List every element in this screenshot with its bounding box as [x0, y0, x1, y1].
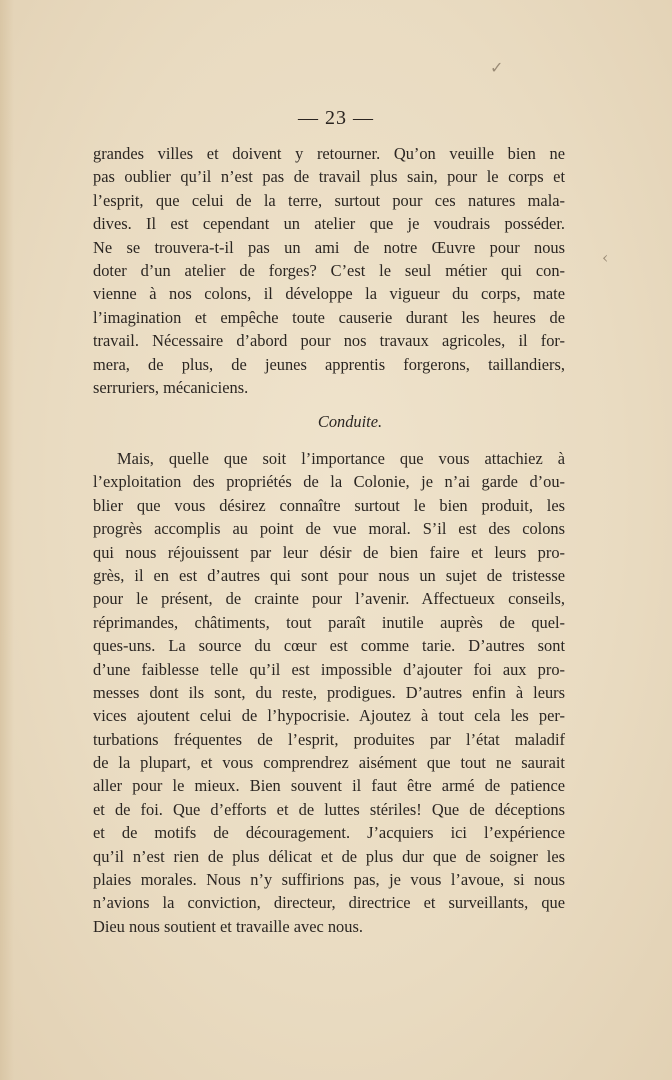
text-line: grès, il en est d’autres qui sont pour nous un sujet de tristesse [93, 565, 565, 585]
text-line: qui nous réjouissent par leur désir de bien faire et leurs pro- [93, 542, 565, 562]
text-line: qu’il n’est rien de plus délicat et de plus dur que de soigner les [93, 846, 565, 866]
text-line: Dieu nous soutient et travaille avec nous. [93, 916, 363, 936]
text-line: d’une faiblesse telle qu’il est impossible d’ajouter foi aux pro- [93, 659, 565, 679]
paragraph-atelier [93, 142, 565, 399]
text-line: dives. Il est cependant un atelier que je voudrais posséder. [93, 214, 565, 234]
text-line: pour le présent, de crainte pour l’avenir. Affectueux conseils, [93, 589, 565, 609]
text-line: messes dont ils sont, du reste, prodigues. D’autres enfin à leurs [93, 682, 565, 702]
page-number: — 23 — [298, 107, 374, 129]
margin-mark-icon: ‹ [602, 248, 609, 267]
text-line: mera, de plus, de jeunes apprentis forgerons, taillandiers, [93, 354, 565, 374]
text-line: plaies morales. Nous n’y suffirions pas, je vous l’avoue, si nous [93, 870, 565, 890]
text-line: blier que vous désirez connaître surtout le bien produit, les [93, 495, 565, 515]
text-line: travail. Nécessaire d’abord pour nos travaux agricoles, il for- [93, 331, 565, 351]
text-line: ques-uns. La source du cœur est comme tarie. D’autres sont [93, 636, 565, 656]
text-line: l’esprit, que celui de la terre, surtout pour ces natures mala- [93, 190, 565, 210]
text-line: vienne à nos colons, il développe la vigueur du corps, mate [93, 284, 565, 304]
pencil-mark-icon: ✓ [490, 58, 504, 77]
text-line: aller pour le mieux. Bien souvent il faut être armé de patience [93, 776, 565, 796]
text-line: turbations fréquentes de l’esprit, produites par l’état maladif [93, 729, 565, 749]
text-line: de la plupart, et vous comprendrez aisément que tout ne saurait [93, 753, 565, 773]
text-line: progrès accomplis au point de vue moral. S’il est des colons [93, 519, 565, 539]
text-line: vices ajoutent celui de l’hypocrisie. Ajoutez à tout cela les per- [93, 706, 565, 726]
text-line: Ne se trouvera-t-il pas un ami de notre Œuvre pour nous [93, 237, 565, 257]
text-line: et de foi. Que d’efforts et de luttes stériles! Que de déceptions [93, 799, 565, 819]
section-heading: Conduite. [317, 412, 383, 431]
paragraph-conduite [93, 447, 565, 938]
text-line: grandes villes et doivent y retourner. Qu’on veuille bien ne [93, 144, 565, 163]
text-line: n’avions la conviction, directeur, directrice et surveillants, que [93, 893, 565, 913]
text-line: et de motifs de découragement. J’acquiers ici l’expérience [93, 823, 565, 843]
text-line: l’imagination et empêche toute causerie durant les heures de [93, 307, 565, 327]
text-line: pas oublier qu’il n’est pas de travail plus sain, pour le corps et [93, 167, 565, 187]
text-line: réprimandes, châtiments, tout paraît inutile auprès de quel- [93, 612, 565, 632]
text-line: Mais, quelle que soit l’importance que vous attachiez à [117, 449, 565, 468]
text-line: doter d’un atelier de forges? C’est le seul métier qui con- [93, 260, 565, 280]
page-edge-shadow [0, 0, 14, 1080]
text-line: l’exploitation des propriétés de la Colonie, je n’ai garde d’ou- [93, 472, 565, 492]
text-line: serruriers, mécaniciens. [93, 377, 249, 397]
